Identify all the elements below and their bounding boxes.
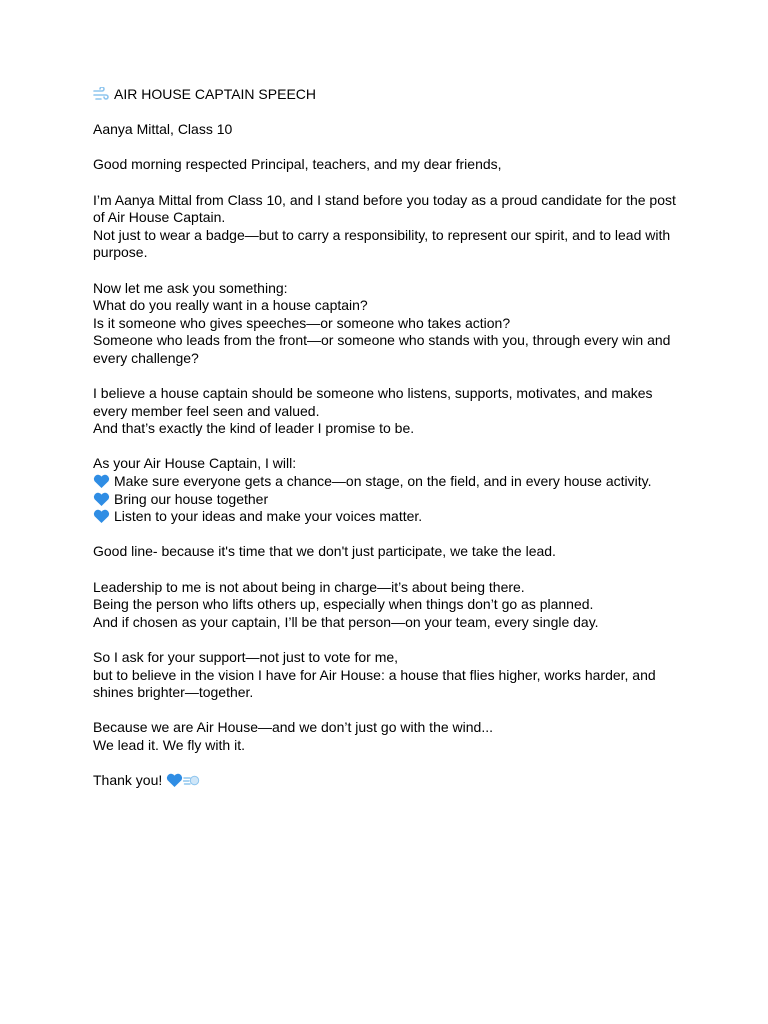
dash-icon	[183, 773, 200, 788]
byline: Aanya Mittal, Class 10	[93, 121, 233, 138]
question-line: Now let me ask you something:	[93, 279, 288, 296]
intro-paragraph	[93, 192, 683, 262]
closing-line: We lead it. We fly with it.	[93, 736, 245, 753]
intro-line: I’m Aanya Mittal from Class 10, and I stand before you today as a proud candidate for the post of Air House Captain.	[93, 191, 676, 226]
promise-text: Bring our house together	[114, 490, 269, 507]
promise-item	[93, 491, 683, 509]
title-text: AIR HOUSE CAPTAIN SPEECH	[114, 86, 317, 102]
blue-heart-icon	[93, 492, 110, 507]
question-line: Is it someone who gives speeches—or someone who takes action?	[93, 314, 511, 331]
good-line: Good line- because it's time that we don't just participate, we take the lead.	[93, 543, 556, 560]
leadership-line: And if chosen as your captain, I’ll be that person—on your team, every single day.	[93, 613, 599, 630]
wind-face-icon	[93, 87, 110, 102]
leadership-line: Leadership to me is not about being in charge—it’s about being there.	[93, 578, 525, 595]
promise-item	[93, 473, 683, 491]
closing-paragraph	[93, 719, 683, 754]
question-line: Someone who leads from the front—or someone who stands with you, through every win and every challenge?	[93, 332, 671, 366]
document-page	[93, 86, 683, 807]
question-line: What do you really want in a house captain?	[93, 297, 368, 314]
blue-heart-icon	[93, 509, 110, 524]
thanks-line	[93, 772, 683, 790]
thanks-text: Thank you!	[93, 772, 163, 789]
promise-text: Make sure everyone gets a chance—on stage, on the field, and in every house activity.	[114, 473, 652, 490]
belief-line: I believe a house captain should be someone who listens, supports, motivates, and makes every member feel seen and valued.	[93, 385, 653, 419]
intro-line: Not just to wear a badge—but to carry a responsibility, to represent our spirit, and to lead with purpose.	[93, 226, 671, 261]
support-line: but to believe in the vision I have for Air House: a house that flies higher, works harder, and shines brighter—together.	[93, 666, 656, 701]
promise-item	[93, 508, 683, 526]
support-line: So I ask for your support—not just to vote for me,	[93, 649, 399, 665]
blue-heart-icon	[93, 474, 110, 489]
promise-text: Listen to your ideas and make your voices matter.	[114, 508, 423, 525]
closing-line: Because we are Air House—and we don’t just go with the wind...	[93, 719, 493, 736]
belief-line: And that’s exactly the kind of leader I promise to be.	[93, 420, 415, 437]
belief-paragraph	[93, 385, 683, 438]
blue-heart-icon	[166, 773, 183, 788]
promises-intro: As your Air House Captain, I will:	[93, 455, 297, 472]
document-title	[93, 86, 683, 104]
promises-paragraph	[93, 455, 683, 525]
leadership-paragraph	[93, 579, 683, 632]
greeting: Good morning respected Principal, teachers, and my dear friends,	[93, 156, 502, 173]
questions-paragraph	[93, 280, 683, 368]
support-paragraph	[93, 649, 683, 702]
leadership-line: Being the person who lifts others up, especially when things don’t go as planned.	[93, 596, 594, 613]
